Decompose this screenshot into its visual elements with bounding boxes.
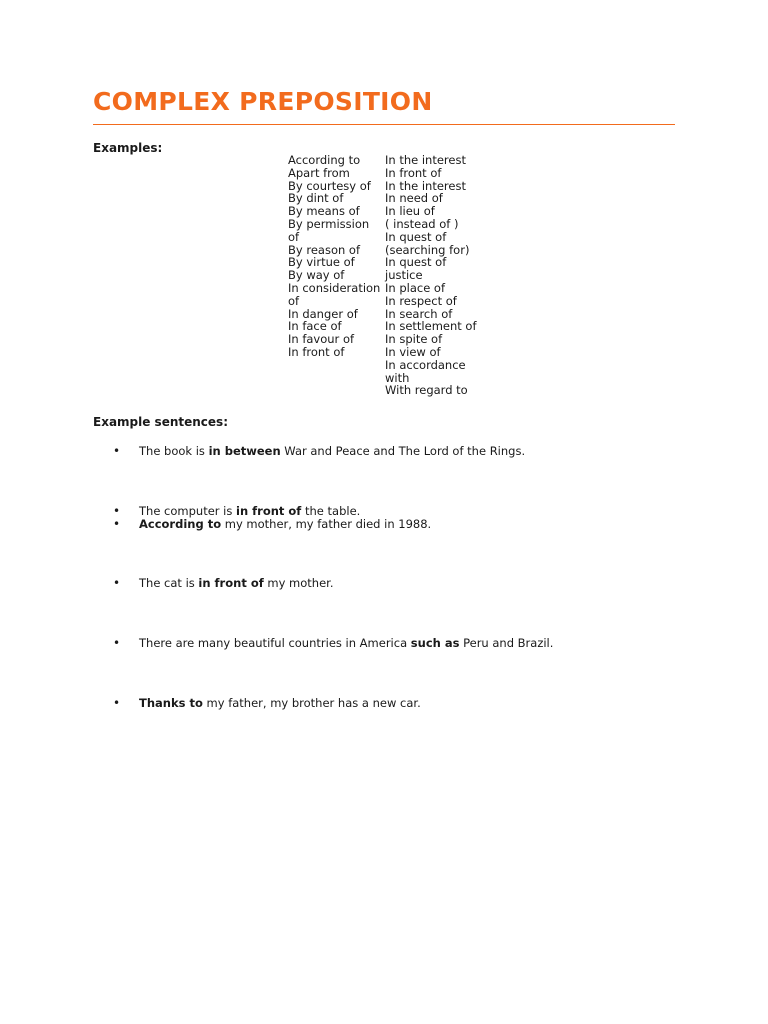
- sentence-preposition: in front of: [198, 576, 264, 590]
- example-item: of: [288, 229, 300, 244]
- sentence-after: Peru and Brazil.: [459, 636, 554, 650]
- example-item: In the interest: [385, 178, 466, 193]
- bullet-icon: •: [113, 636, 121, 650]
- example-item: with: [385, 370, 410, 385]
- example-item: By dint of: [288, 191, 344, 206]
- example-item: of: [288, 293, 300, 308]
- example-item: (searching for): [385, 242, 470, 257]
- sentence-preposition: in front of: [236, 504, 302, 518]
- example-item: In need of: [385, 191, 443, 206]
- example-item: In place of: [385, 280, 446, 295]
- example-item: By means of: [288, 204, 360, 219]
- example-item: According to: [288, 153, 361, 167]
- example-item: In front of: [385, 165, 442, 180]
- example-item: In consideration: [288, 280, 381, 295]
- sentence-after: the table.: [301, 504, 361, 518]
- example-item: In lieu of: [385, 204, 435, 219]
- bullet-icon: •: [113, 517, 121, 531]
- example-item: In spite of: [385, 332, 443, 347]
- example-item: By courtesy of: [288, 178, 371, 193]
- examples-right-column: [385, 154, 485, 397]
- bullet-icon: •: [113, 576, 121, 590]
- bullet-icon: •: [113, 444, 121, 458]
- example-item: In respect of: [385, 293, 457, 308]
- sentence-preposition: such as: [410, 636, 460, 650]
- example-item: Apart from: [288, 165, 350, 180]
- examples-left-column: [288, 154, 384, 359]
- page-title: COMPLEX PREPOSITION: [93, 87, 433, 116]
- sentence-text: [139, 636, 553, 650]
- example-item: By way of: [288, 268, 345, 283]
- sentence-text: [139, 444, 525, 458]
- title-divider: [93, 124, 675, 125]
- sentence-text: [139, 517, 431, 531]
- example-item: justice: [385, 268, 423, 283]
- example-item: In quest of: [385, 229, 447, 244]
- examples-label: Examples:: [93, 141, 163, 155]
- example-item: In accordance: [385, 357, 466, 372]
- example-item: In settlement of: [385, 319, 477, 334]
- example-item: In danger of: [288, 306, 358, 321]
- sentence-before: The computer is: [139, 504, 237, 518]
- example-item: By permission: [288, 216, 370, 231]
- bullet-icon: •: [113, 504, 121, 518]
- sentence-text: [139, 576, 334, 590]
- sentence-preposition: Thanks to: [139, 696, 203, 710]
- example-item: In quest of: [385, 255, 447, 270]
- example-item: In the interest: [385, 153, 466, 167]
- sentence-after: War and Peace and The Lord of the Rings.: [280, 444, 526, 458]
- sentence-before: The cat is: [139, 576, 199, 590]
- sentence-text: [139, 504, 360, 518]
- sentence-after: my mother.: [263, 576, 334, 590]
- sentence-after: my mother, my father died in 1988.: [221, 517, 432, 531]
- example-item: In front of: [288, 344, 345, 359]
- example-item: By reason of: [288, 242, 361, 257]
- example-item: By virtue of: [288, 255, 355, 270]
- sentence-before: The book is: [139, 444, 209, 458]
- example-item: In face of: [288, 319, 342, 334]
- example-item: In view of: [385, 344, 441, 359]
- bullet-icon: •: [113, 696, 121, 710]
- sentence-before: There are many beautiful countries in America: [139, 636, 411, 650]
- sentence-preposition: According to: [139, 517, 222, 531]
- example-sentences-label: Example sentences:: [93, 415, 228, 429]
- example-item: In favour of: [288, 332, 355, 347]
- example-item: With regard to: [385, 383, 468, 398]
- sentence-preposition: in between: [208, 444, 281, 458]
- sentence-after: my father, my brother has a new car.: [202, 696, 421, 710]
- sentence-text: [139, 696, 421, 710]
- example-item: In search of: [385, 306, 453, 321]
- example-item: ( instead of ): [385, 216, 459, 231]
